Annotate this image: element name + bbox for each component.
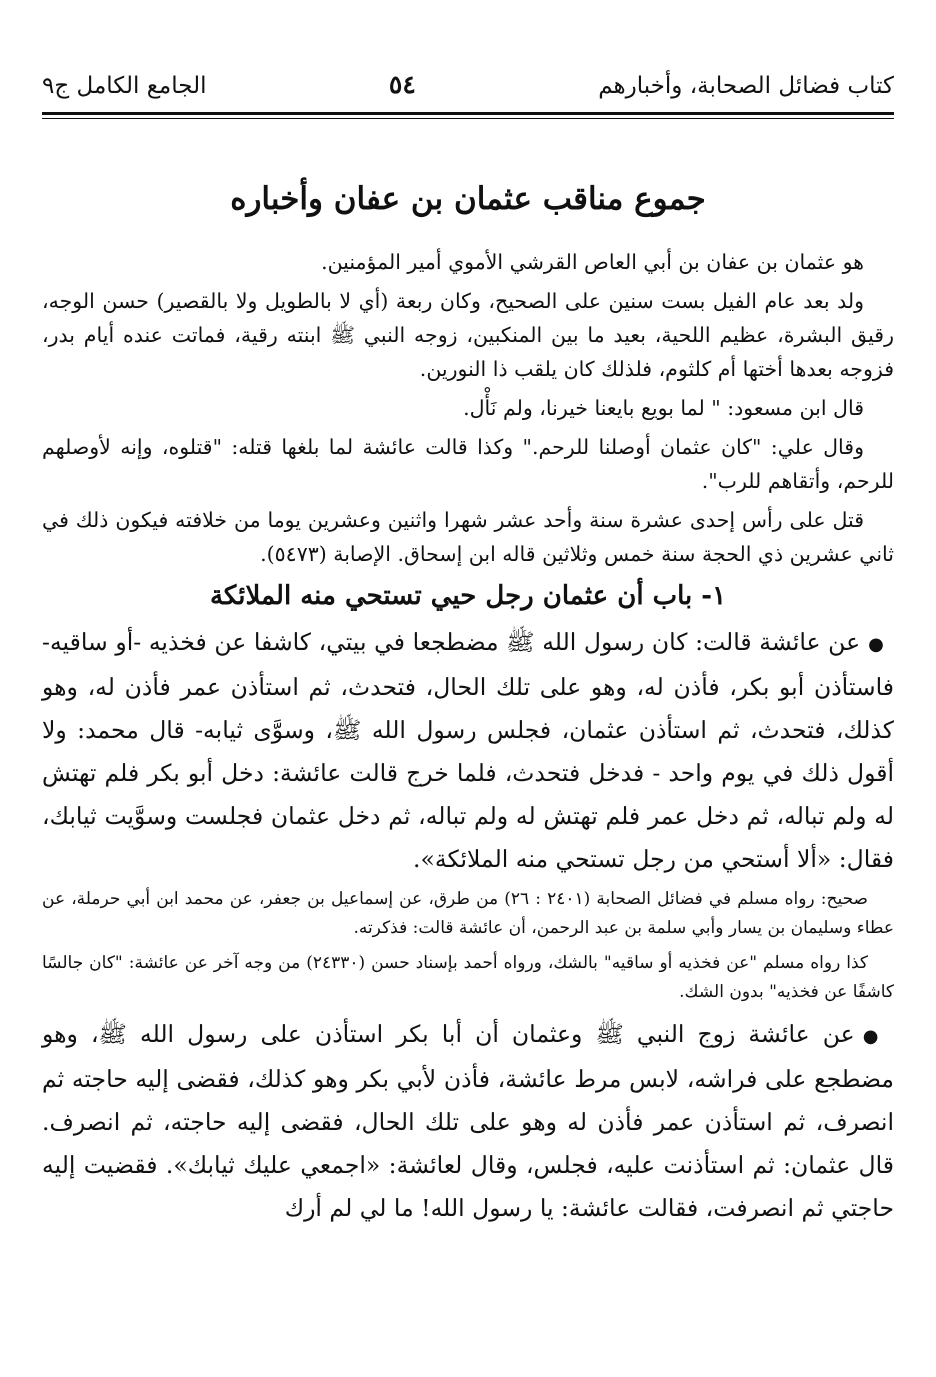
hadith-2: عن عائشة زوج النبي ﷺ وعثمان أن أبا بكر استأذن على رسول الله ﷺ، وهو مضطجع على فراشه، لابس مرط عائشة، فأذن لأبي بكر وهو كذلك، فقضى إليه حاجته ثم انصرف، ثم استأذن عمر فأذن له وهو على تلك الحال، فقضى إليه حاجته، ثم انصرف. قال عثمان: ثم استأذنت عليه، فجلس، وقال لعائشة: «اجمعي عليك ثيابك». فقضيت إليه حاجتي ثم انصرفت، فقالت عائشة: يا رسول الله! ما لي لم أرك bbox=[42, 1020, 894, 1222]
note-paragraph: كذا رواه مسلم "عن فخذيه أو ساقيه" بالشك، ورواه أحمد بإسناد حسن (٢٤٣٣٠) من وجه آخر عن عائشة: "كان جالسًا كاشفًا عن فخذيه" بدون الشك. bbox=[42, 953, 894, 1002]
note-paragraph: صحيح: رواه مسلم في فضائل الصحابة (٢٤٠١ : ٢٦) من طرق، عن إسماعيل بن جعفر، عن محمد ابن أبي حرملة، عن عطاء وسليمان بن يسار وأبي سلمة بن عبد الرحمن، أن عائشة قالت: فذكرته. bbox=[42, 889, 894, 938]
header-rule-thick bbox=[42, 112, 894, 115]
chapter-title: جموع مناقب عثمان بن عفان وأخباره bbox=[230, 181, 706, 217]
takhrij-notes bbox=[42, 885, 894, 1007]
running-header bbox=[42, 60, 894, 110]
bullet-icon: ● bbox=[862, 1026, 884, 1047]
series-title: الجامع الكامل ج٩ bbox=[42, 73, 207, 99]
page-number: ٥٤ bbox=[388, 70, 416, 99]
hadith-text bbox=[42, 621, 894, 881]
bullet-icon: ● bbox=[868, 634, 884, 655]
section-title: ١- باب أن عثمان رجل حيي تستحي منه الملائكة bbox=[209, 581, 727, 611]
intro-paragraph: قتل على رأس إحدى عشرة سنة وأحد عشر شهرا واثنين وعشرين يوما من خلافته فيكون ذلك في ثاني عشرين ذي الحجة سنة خمس وثلاثين قاله ابن إسحاق. الإصابة (٥٤٧٣). bbox=[42, 508, 894, 566]
intro-paragraph: ولد بعد عام الفيل بست سنين على الصحيح، وكان ربعة (أي لا بالطويل ولا بالقصير) حسن الوجه، رقيق البشرة، عظيم اللحية، بعيد ما بين المنكبين، زوجه النبي ﷺ ابنته رقية، فماتت عنده أيام بدر، فزوجه بعدها أختها أم كلثوم، فلذلك كان يلقب ذا النورين. bbox=[42, 289, 894, 381]
intro-paragraph: وقال علي: "كان عثمان أوصلنا للرحم." وكذا قالت عائشة لما بلغها قتله: "قتلوه، وإنه لأوصلهم للرحم، وأتقاهم للرب". bbox=[42, 435, 894, 493]
hadith-text bbox=[42, 1013, 894, 1230]
intro-section bbox=[42, 245, 894, 571]
book-title: كتاب فضائل الصحابة، وأخبارهم bbox=[598, 73, 894, 99]
book-page bbox=[42, 60, 894, 1230]
intro-paragraph: هو عثمان بن عفان بن أبي العاص القرشي الأموي أمير المؤمنين. bbox=[321, 250, 864, 274]
hadith-1: عن عائشة قالت: كان رسول الله ﷺ مضطجعا في بيتي، كاشفا عن فخذيه -أو ساقيه- فاستأذن أبو بكر، فأذن له، وهو على تلك الحال، فتحدث، ثم استأذن عمر فأذن له، وهو كذلك، فتحدث، ثم استأذن عثمان، فجلس رسول الله ﷺ، وسوَّى ثيابه- قال محمد: ولا أقول ذلك في يوم واحد - فدخل فتحدث، فلما خرج قالت عائشة: دخل أبو بكر فلم تهتش له ولم تباله، ثم دخل عمر فلم تهتش له ولم تباله، ثم دخل عثمان فجلست وسوَّيت ثيابك، فقال: «ألا أستحي من رجل تستحي منه الملائكة». bbox=[42, 628, 894, 873]
intro-paragraph: قال ابن مسعود: " لما بويع بايعنا خيرنا، ولم نَأْل. bbox=[463, 396, 864, 420]
header-rule-thin bbox=[42, 118, 894, 119]
hadith-block bbox=[42, 1013, 894, 1230]
hadith-block bbox=[42, 621, 894, 881]
